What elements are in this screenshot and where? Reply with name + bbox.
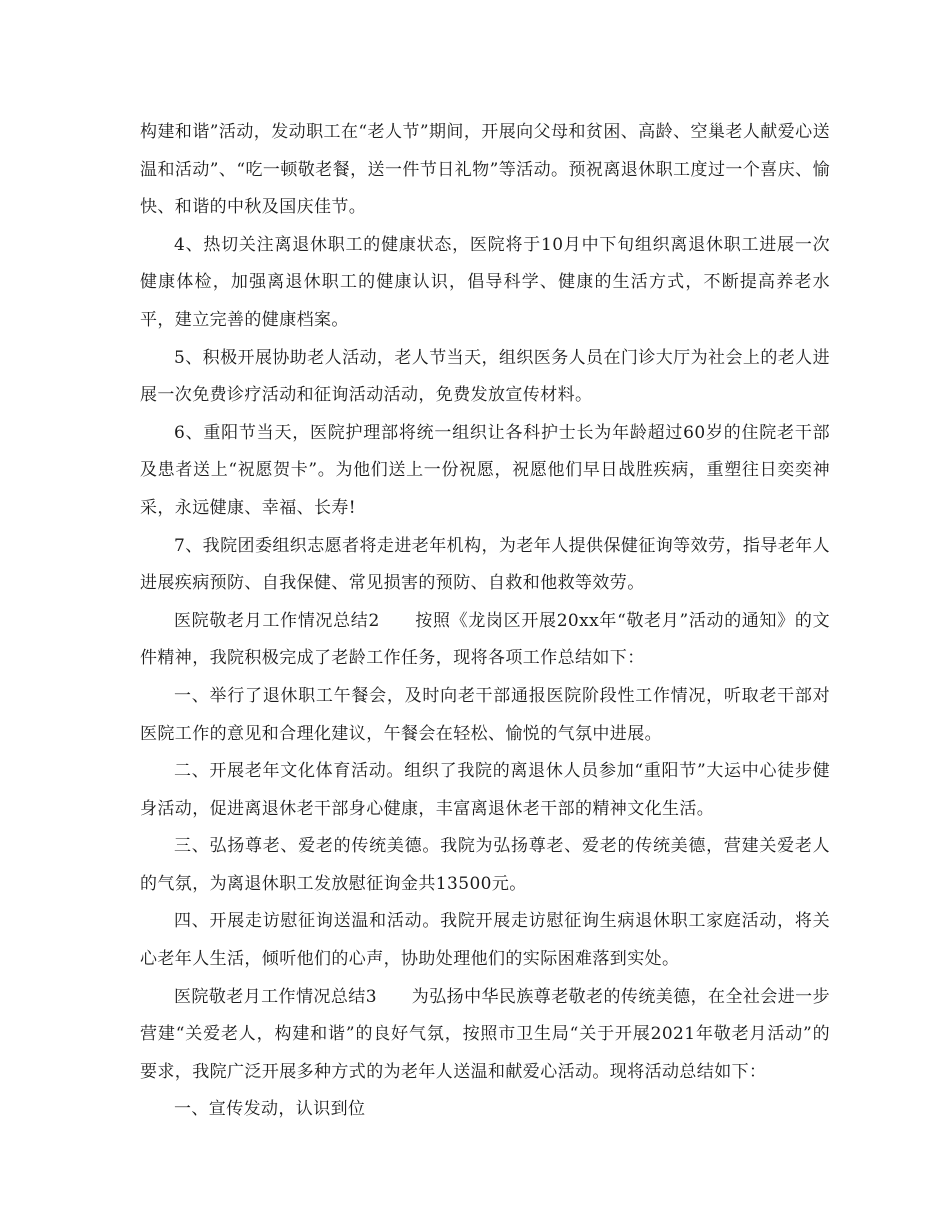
paragraph-item-7: 7、我院团委组织志愿者将走进老年机构，为老年人提供保健征询等效劳，指导老年人进展疾病预防、自我保健、常见损害的预防、自救和他救等效劳。 xyxy=(140,535,830,594)
paragraph-item-6: 6、重阳节当天，医院护理部将统一组织让各科护士长为年龄超过60岁的住院老干部及患者送上“祝愿贺卡”。为他们送上一份祝愿，祝愿他们早日战胜疾病，重塑往日奕奕神采，永远健康、幸福、长寿! xyxy=(140,422,830,518)
document-body xyxy=(140,114,830,1129)
paragraph-item-5: 5、积极开展协助老人活动，老人节当天，组织医务人员在门诊大厅为社会上的老人进展一次免费诊疗活动和征询活动活动，免费发放宣传材料。 xyxy=(140,347,830,406)
paragraph-continuation: 构建和谐”活动，发动职工在“老人节”期间，开展向父母和贫困、高龄、空巢老人献爱心送温和活动”、“吃一顿敬老餐，送一件节日礼物”等活动。预祝离退休职工度过一个喜庆、愉快、和谐的中秋及国庆佳节。 xyxy=(140,122,830,218)
paragraph-summary-3-intro: 医院敬老月工作情况总结3 为弘扬中华民族尊老敬老的传统美德，在全社会进一步营建“关爱老人，构建和谐”的良好气氛，按照市卫生局“关于开展2021年敬老月活动”的要求，我院广泛开展多种方式的为老年人送温和献爱心活动。现将活动总结如下： xyxy=(140,986,830,1082)
paragraph-section-1: 一、举行了退休职工午餐会，及时向老干部通报医院阶段性工作情况，听取老干部对医院工作的意见和合理化建议，午餐会在轻松、愉悦的气氛中进展。 xyxy=(140,685,830,744)
paragraph-summary-2-intro: 医院敬老月工作情况总结2 按照《龙岗区开展20xx年“敬老月”活动的通知》的文件精神，我院积极完成了老龄工作任务，现将各项工作总结如下： xyxy=(140,610,830,669)
paragraph-item-4: 4、热切关注离退休职工的健康状态，医院将于10月中下旬组织离退休职工进展一次健康体检，加强离退休职工的健康认识，倡导科学、健康的生活方式，不断提高养老水平，建立完善的健康档案。 xyxy=(140,234,830,330)
paragraph-heading-publicity: 一、宣传发动，认识到位 xyxy=(174,1099,366,1120)
paragraph-section-4: 四、开展走访慰征询送温和活动。我院开展走访慰征询生病退休职工家庭活动，将关心老年人生活，倾听他们的心声，协助处理他们的实际困难落到实处。 xyxy=(140,911,830,970)
paragraph-section-2: 二、开展老年文化体育活动。组织了我院的离退休人员参加“重阳节”大运中心徒步健身活动，促进离退休老干部身心健康，丰富离退休老干部的精神文化生活。 xyxy=(140,761,830,819)
paragraph-section-3: 三、弘扬尊老、爱老的传统美德。我院为弘扬尊老、爱老的传统美德，营建关爱老人的气氛，为离退休职工发放慰征询金共13500元。 xyxy=(140,836,830,894)
